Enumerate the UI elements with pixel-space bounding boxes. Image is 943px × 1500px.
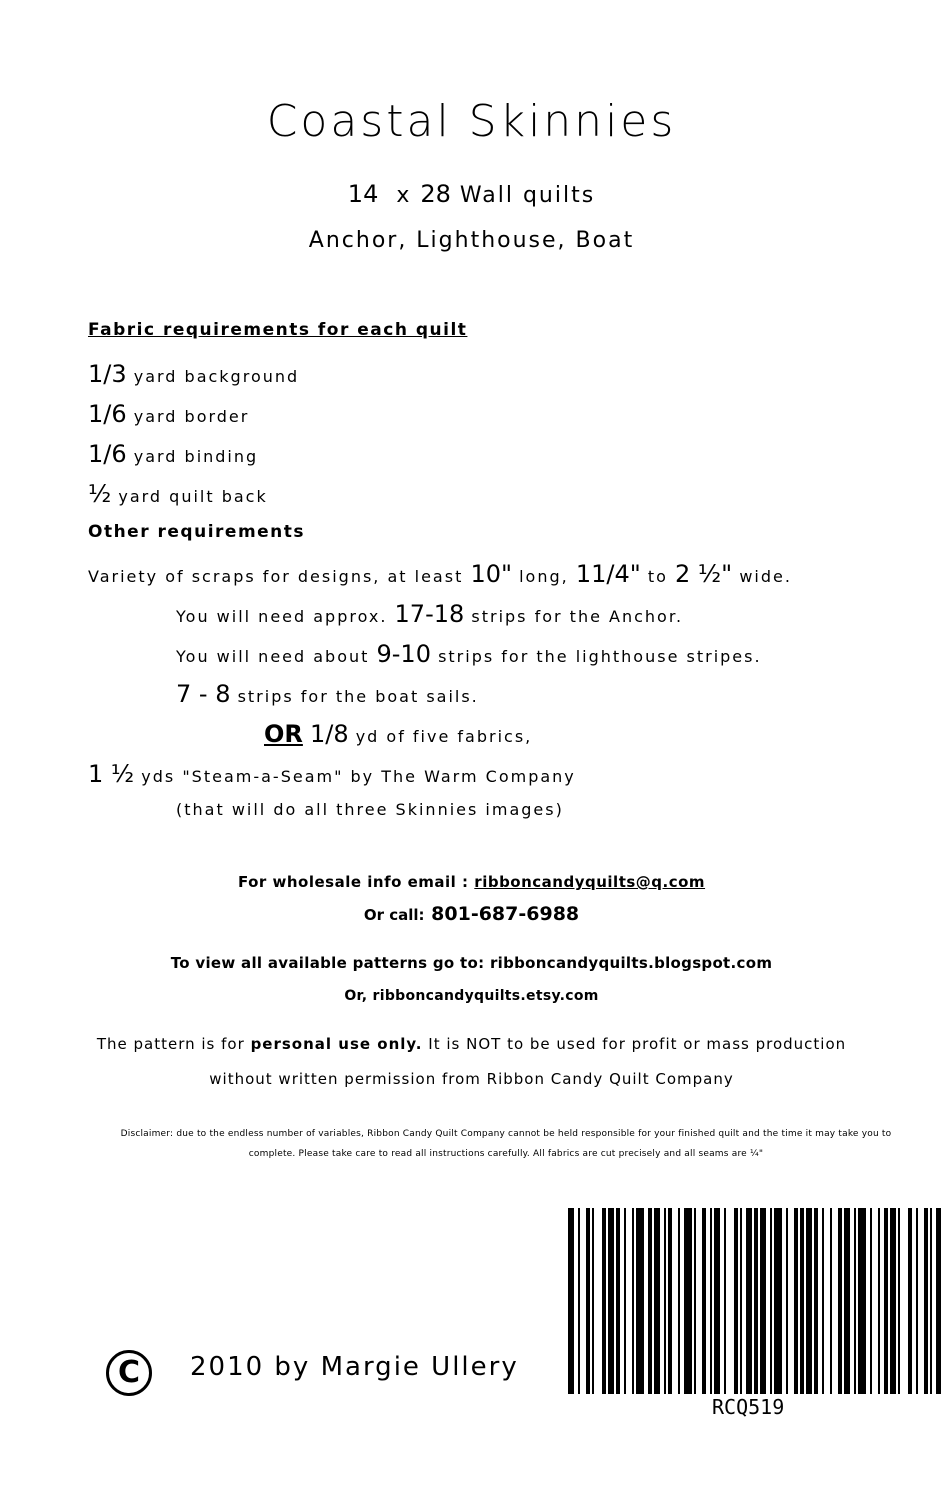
barcode-bar xyxy=(844,1208,850,1394)
barcode-bar xyxy=(664,1208,666,1394)
fabric-text: yard background xyxy=(133,367,300,386)
disclaimer: Disclaimer: due to the endless number of variables, Ribbon Candy Quilt Company cannot be held responsible for your finished quilt and the time it may take you to complete. Please take care to read all instructions carefully. All fabrics are cut precisely and all seams are ¼" xyxy=(120,1129,892,1159)
page-title: Coastal Skinnies xyxy=(266,96,677,147)
anchor-text: strips for the Anchor. xyxy=(471,607,684,626)
barcode-bar xyxy=(858,1208,866,1394)
barcode-bar xyxy=(890,1208,896,1394)
barcode-bar xyxy=(814,1208,818,1394)
barcode-bar xyxy=(822,1208,824,1394)
barcode-bar xyxy=(568,1208,574,1394)
copyright-icon: C xyxy=(106,1350,152,1396)
personal-use-line xyxy=(0,1035,943,1053)
size-width: 14 xyxy=(347,180,379,208)
barcode-bar xyxy=(830,1208,832,1394)
lighthouse-line xyxy=(176,640,762,668)
boat-line xyxy=(176,680,479,708)
barcode-bar xyxy=(878,1208,880,1394)
barcode-bar xyxy=(608,1208,614,1394)
fabric-text: yard border xyxy=(133,407,250,426)
fabric-text: yard quilt back xyxy=(118,487,268,506)
steam-line xyxy=(88,760,576,788)
variety-text: Variety of scraps for designs, at least xyxy=(88,567,464,586)
fabric-qty: 1/6 xyxy=(88,400,127,428)
size-height: 28 xyxy=(420,180,451,208)
barcode-bar xyxy=(746,1208,752,1394)
barcode-bar xyxy=(916,1208,918,1394)
barcode-bar xyxy=(616,1208,620,1394)
fabric-qty: 1/6 xyxy=(88,440,127,468)
barcode-bar xyxy=(930,1208,932,1394)
or-qty: 1/8 xyxy=(309,720,349,748)
barcode-bar xyxy=(838,1208,842,1394)
quilt-size xyxy=(0,180,943,208)
other-heading: Other requirements xyxy=(88,522,306,542)
size-x: x xyxy=(396,183,412,208)
steam-qty: 1 ½ xyxy=(88,760,135,788)
barcode-bar xyxy=(602,1208,606,1394)
barcode-bar xyxy=(624,1208,626,1394)
or-text: yd of five fabrics, xyxy=(355,727,533,746)
barcode-bar xyxy=(684,1208,692,1394)
barcode-bar xyxy=(586,1208,590,1394)
steam-text: yds "Steam-a-Seam" by The Warm Company xyxy=(141,767,576,786)
images-note: (that will do all three Skinnies images) xyxy=(176,800,564,819)
view-line xyxy=(0,954,943,972)
etsy-line xyxy=(0,988,943,1004)
barcode-bar xyxy=(794,1208,798,1394)
wholesale-email-link[interactable]: ribboncandyquilts@q.com xyxy=(474,873,706,891)
fabric-qty: 1/3 xyxy=(88,360,127,388)
blog-link[interactable]: ribboncandyquilts.blogspot.com xyxy=(489,954,773,972)
wholesale-line xyxy=(0,873,943,891)
barcode-bar xyxy=(592,1208,594,1394)
anchor-text: You will need approx. xyxy=(176,607,388,626)
barcode-bar xyxy=(724,1208,726,1394)
barcode-bar xyxy=(714,1208,720,1394)
anchor-count: 17-18 xyxy=(394,600,465,628)
barcode-bar xyxy=(924,1208,928,1394)
barcode-bar xyxy=(648,1208,652,1394)
variety-text: wide. xyxy=(739,567,792,586)
variety-line xyxy=(88,560,792,588)
barcode-bar xyxy=(668,1208,672,1394)
barcode-bar xyxy=(760,1208,766,1394)
barcode-bar xyxy=(710,1208,712,1394)
size-label: Wall quilts xyxy=(459,183,596,208)
fabric-item xyxy=(88,360,299,388)
barcode-bar xyxy=(654,1208,660,1394)
barcode-bar xyxy=(854,1208,856,1394)
barcode-bar xyxy=(770,1208,772,1394)
barcode-bar xyxy=(806,1208,812,1394)
barcode-bar xyxy=(694,1208,696,1394)
view-label: To view all available patterns go to: xyxy=(170,954,485,972)
lighthouse-text: strips for the lighthouse stripes. xyxy=(438,647,762,666)
lighthouse-text: You will need about xyxy=(176,647,370,666)
barcode-icon xyxy=(566,1208,943,1394)
barcode-bar xyxy=(678,1208,680,1394)
barcode-bar xyxy=(636,1208,644,1394)
call-label: Or call: xyxy=(363,906,425,924)
etsy-label: Or, xyxy=(344,988,368,1004)
fabric-heading: Fabric requirements for each quilt xyxy=(88,320,468,340)
wholesale-label: For wholesale info email : xyxy=(237,873,469,891)
personal-emphasis: personal use only. xyxy=(250,1035,423,1053)
barcode-bar xyxy=(774,1208,782,1394)
barcode-bar xyxy=(884,1208,888,1394)
copyright-text: 2010 by Margie Ullery xyxy=(190,1352,519,1382)
variety-text: long, xyxy=(519,567,569,586)
barcode-bar xyxy=(754,1208,758,1394)
barcode-bar xyxy=(740,1208,742,1394)
barcode-bar xyxy=(734,1208,738,1394)
variety-text: to xyxy=(647,567,668,586)
barcode-bar xyxy=(908,1208,912,1394)
variety-min: 11/4" xyxy=(575,560,641,588)
barcode-bar xyxy=(870,1208,872,1394)
barcode-bar xyxy=(702,1208,706,1394)
variety-max: 2 ½" xyxy=(675,560,733,588)
etsy-link[interactable]: ribboncandyquilts.etsy.com xyxy=(372,988,599,1004)
fabric-item xyxy=(88,440,258,468)
barcode-bar xyxy=(786,1208,788,1394)
fabric-qty: ½ xyxy=(88,480,112,508)
lighthouse-count: 9-10 xyxy=(376,640,431,668)
permission-line: without written permission from Ribbon Candy Quilt Company xyxy=(209,1070,734,1088)
fabric-item xyxy=(88,480,268,508)
barcode-bar xyxy=(632,1208,634,1394)
fabric-item xyxy=(88,400,249,428)
or-line xyxy=(264,720,532,748)
call-number: 801-687-6988 xyxy=(431,903,580,925)
design-list: Anchor, Lighthouse, Boat xyxy=(308,228,635,253)
personal-text: It is NOT to be used for profit or mass production xyxy=(428,1035,847,1053)
personal-text: The pattern is for xyxy=(96,1035,245,1053)
barcode-bar xyxy=(936,1208,941,1394)
call-line xyxy=(0,903,943,925)
boat-count: 7 - 8 xyxy=(176,680,231,708)
variety-length: 10" xyxy=(470,560,513,588)
fabric-text: yard binding xyxy=(133,447,259,466)
barcode-bar xyxy=(800,1208,804,1394)
barcode-bar xyxy=(898,1208,900,1394)
barcode xyxy=(566,1208,943,1394)
boat-text: strips for the boat sails. xyxy=(237,687,479,706)
barcode-bar xyxy=(578,1208,580,1394)
anchor-line xyxy=(176,600,683,628)
sku-label: RCQ519 xyxy=(712,1395,785,1419)
or-word: OR xyxy=(264,720,303,748)
